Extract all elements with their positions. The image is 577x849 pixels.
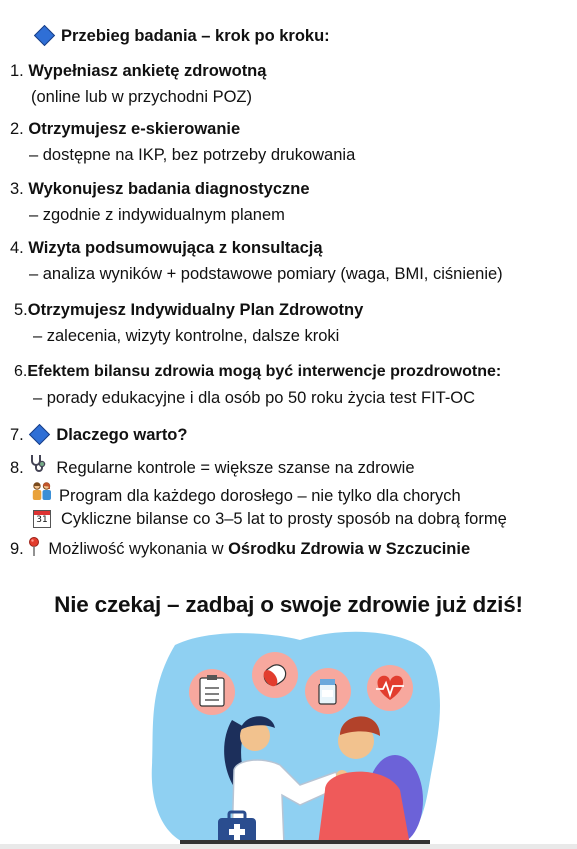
step-detail: – zgodnie z indywidualnym planem	[29, 206, 285, 224]
step-detail: – dostępne na IKP, bez potrzeby drukowania	[29, 146, 356, 164]
why-title: Dlaczego warto?	[56, 426, 188, 444]
step-number: 2.	[10, 120, 24, 138]
step-number: 1.	[10, 62, 24, 80]
why-item-text: Regularne kontrole = większe szanse na zdrowie	[56, 459, 415, 477]
step-detail: – analiza wyników + podstawowe pomiary (waga, BMI, ciśnienie)	[29, 265, 503, 283]
bottom-strip	[0, 844, 577, 849]
location-prefix: Możliwość wykonania w	[48, 539, 229, 558]
why-item-text: Program dla każdego dorosłego – nie tylko dla chorych	[59, 487, 461, 505]
step-title: Efektem bilansu zdrowia mogą być interwencje prozdrowotne:	[27, 363, 502, 380]
step-detail: (online lub w przychodni POZ)	[31, 88, 253, 106]
step-number: 9.	[10, 539, 24, 558]
step-number: 3.	[10, 180, 24, 198]
step-number: 4.	[10, 239, 24, 257]
call-to-action-headline: Nie czekaj – zadbaj o swoje zdrowie już dziś!	[54, 592, 523, 617]
step-detail: – zalecenia, wizyty kontrolne, dalsze kroki	[33, 327, 340, 345]
heart-rate-icon	[367, 665, 413, 711]
step-title: Otrzymujesz e-skierowanie	[28, 120, 241, 138]
step-number: 8.	[10, 459, 24, 477]
step-title: Wypełniasz ankietę zdrowotną	[28, 62, 267, 80]
calendar-day: 31	[36, 514, 48, 525]
step-title: Wykonujesz badania diagnostyczne	[28, 180, 310, 198]
heading-text: Przebieg badania – krok po kroku:	[61, 27, 330, 45]
location-place: Ośrodku Zdrowia w Szczucinie	[228, 539, 471, 558]
step-detail: – porady edukacyjne i dla osób po 50 roku życia test FIT-OC	[33, 389, 476, 407]
step-title: Wizyta podsumowująca z konsultacją	[28, 239, 323, 257]
step-title: Otrzymujesz Indywidualny Plan Zdrowotny	[27, 301, 364, 319]
why-item-text: Cykliczne bilanse co 3–5 lat to prosty sposób na dobrą formę	[61, 510, 507, 528]
pill-icon	[252, 652, 298, 698]
medicine-bottle-icon	[305, 668, 351, 714]
step-number: 7.	[10, 426, 24, 444]
step-number: 6.	[14, 363, 28, 380]
step-number: 5.	[14, 301, 28, 319]
clipboard-icon	[189, 669, 235, 715]
